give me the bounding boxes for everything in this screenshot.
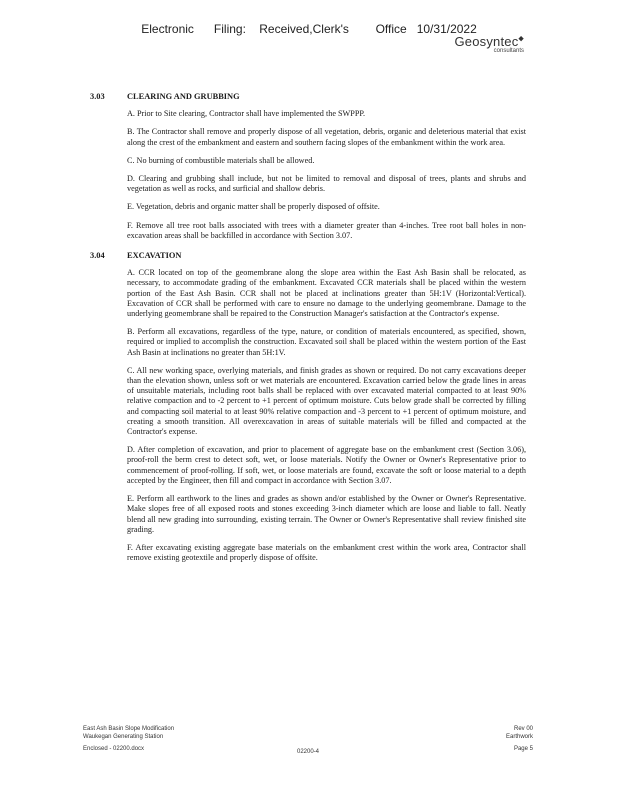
paragraph-303-a: A. Prior to Site clearing, Contractor shall have implemented the SWPPP. xyxy=(127,109,366,119)
paragraph-303-c: C. No burning of combustible materials shall be allowed. xyxy=(127,155,315,165)
paragraph-304-e: E. Perform all earthwork to the lines and grades as shown and/or established by the Owner or Owner's Representative. Make slopes free of all exposed roots and stones exceeding 3-inch diameter which are loose and liable to fall. Neatly blend all new grading into surrounding, existing terrain. The Owner or Owner's Representative shall review finished site grading. xyxy=(127,494,526,534)
footer-file-name: Enclosed - 02200.docx xyxy=(83,746,145,752)
footer-page-label: Page 5 xyxy=(513,746,533,752)
paragraph-304-f: F. After excavating existing aggregate base materials on the embankment crest within the work area, Contractor shall remove existing geotextile and properly dispose of offsite. xyxy=(127,542,526,563)
section-title: CLEARING AND GRUBBING xyxy=(127,92,240,101)
electronic-filing-stamp: Electronic Filing: Received,Clerk's Office 10/31/2022 xyxy=(141,22,477,36)
section-title: EXCAVATION xyxy=(127,251,182,261)
logo-name: Geosyntec◆ xyxy=(454,34,524,49)
paragraph-303-d: D. Clearing and grubbing shall include, but not be limited to removal and disposal of trees, plants and shrubs and vegetation as well as rocks, and surficial and shallow debris. xyxy=(127,174,526,194)
footer-station-name: Waukegan Generating Station xyxy=(83,733,164,740)
footer-project-name: East Ash Basin Slope Modification xyxy=(83,726,175,732)
paragraph-304-a: A. CCR located on top of the geomembrane along the slope area within the East Ash Basin shall be relocated, as necessary, to accommodate grading of the embankment. Excavated CCR materials shall be placed within the western portion of the East Ash Basin. CCR shall not be placed at inclinations greater than 5H:1V (Horizontal:Vertical). Excavation of CCR shall be performed with care to ensure no damage to the underlying geomembrane. Damage to the underlying geomembrane shall be repaired to the Construction Manager's satisfaction at the Contractor's expense. xyxy=(127,268,526,319)
document-body xyxy=(90,92,526,571)
paragraph-304-c: C. All new working space, overlying materials, and finish grades as shown or required. Do not carry excavations deeper than the elevation shown, unless soft or wet materials are encountered. Excavation carried below the grade lines in areas of unsuitable materials, including root balls shall be replaced with over excavated material compacted to at least 90% relative compaction and to -2 percent to +1 percent of optimum moisture. Cuts below grade shall be corrected by filling and compacting soil material to at least 90% relative compaction and -3 percent to +1 percent of optimum moisture, and creating a smooth transition. All overexcavation in areas of suitable materials will be filled and compacted at the Contractor's expense. xyxy=(127,365,526,437)
logo-mark-icon: ◆ xyxy=(518,35,524,43)
footer-revision: Rev 00 xyxy=(513,726,533,732)
section-number: 3.04 xyxy=(90,251,105,261)
geosyntec-logo xyxy=(454,34,524,54)
paragraph-303-f: F. Remove all tree root balls associated with trees with a diameter greater than 4-inches. Tree root ball holes in non-excavation areas shall be backfilled in accordance with Section 3.07. xyxy=(127,220,526,240)
footer-section-name: Earthwork xyxy=(505,733,533,740)
footer-page-number: 02200-4 xyxy=(296,749,320,755)
logo-subtitle: consultants xyxy=(493,48,524,54)
section-heading-303 xyxy=(90,92,526,102)
paragraph-304-b: B. Perform all excavations, regardless of the type, nature, or condition of materials encountered, as specified, shown, required or implied to accomplish the construction. Excavated soil shall be placed within the western portion of the East Ash Basin at inclinations no greater than 5H:1V. xyxy=(127,327,526,357)
section-heading-304 xyxy=(90,251,526,261)
paragraph-304-d: D. After completion of excavation, and prior to placement of aggregate base on the embankment crest (Section 3.06), proof-roll the berm crest to detect soft, wet, or loose materials. Notify the Owner or Owner's Representative prior to commencement of proof-rolling. If soft, wet, or loose materials are found, excavate the soft or loose material to a depth accepted by the Engineer, then fill and compact in accordance with Section 3.07. xyxy=(127,445,526,485)
paragraph-303-b: B. The Contractor shall remove and properly dispose of all vegetation, debris, organic and deleterious material that exist along the crest of the embankment and eastern and southern facing slopes of the embankment within the work area. xyxy=(127,127,526,147)
paragraph-303-e: E. Vegetation, debris and organic matter shall be properly disposed of offsite. xyxy=(127,202,380,212)
section-number: 3.03 xyxy=(90,92,105,101)
